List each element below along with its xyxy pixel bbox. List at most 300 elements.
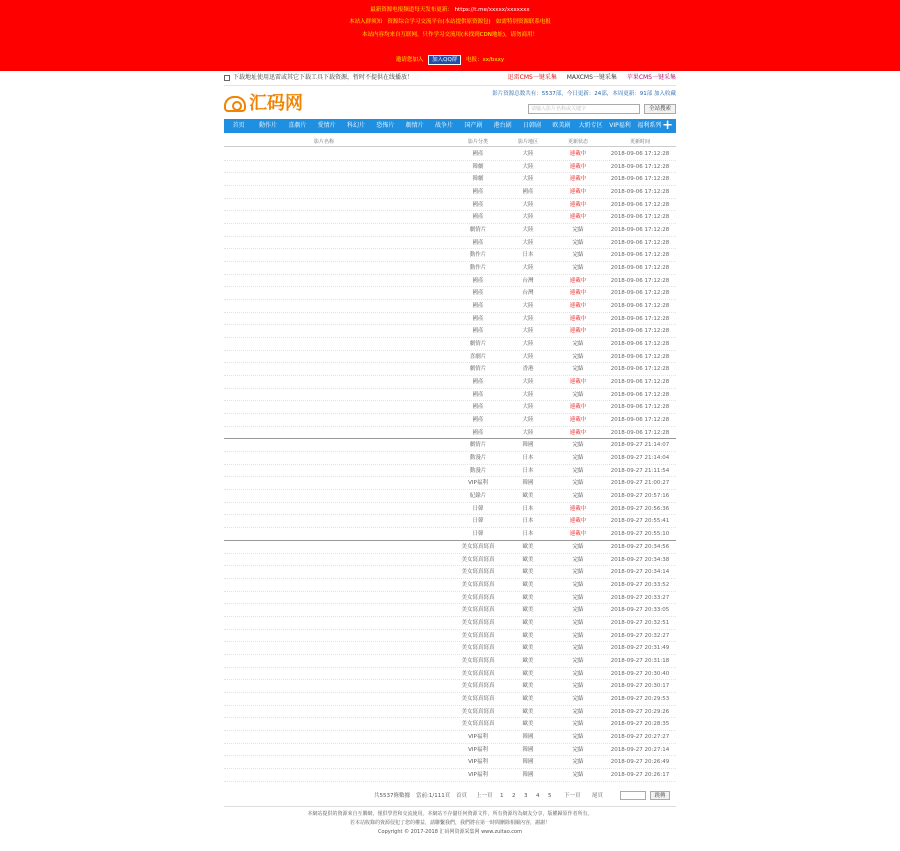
video-category[interactable]: 韓劇 — [472, 176, 484, 183]
video-category[interactable]: 喜劇片 — [469, 353, 487, 360]
video-status: 完結 — [572, 480, 584, 487]
video-status: 完結 — [572, 670, 584, 677]
video-status: 連載中 — [569, 429, 587, 436]
video-category[interactable]: 國產 — [472, 277, 484, 284]
video-category[interactable]: VIP福利 — [468, 733, 488, 740]
video-status: 連載中 — [569, 518, 587, 525]
video-update-time: 2018-09-27 20:34:14 — [610, 569, 670, 576]
video-category[interactable]: 美女寫真寫真 — [461, 543, 495, 550]
video-category[interactable]: 劇情片 — [469, 442, 487, 449]
video-region: 大陸 — [522, 379, 534, 386]
col-name-header: 影片名称 — [314, 139, 335, 145]
video-status: 完結 — [572, 353, 584, 360]
video-update-time: 2018-09-27 20:55:10 — [610, 531, 670, 538]
video-category[interactable]: 國產 — [472, 303, 484, 310]
video-status: 完結 — [572, 645, 584, 652]
video-category[interactable]: VIP福利 — [468, 746, 488, 753]
table-row[interactable] — [224, 756, 676, 769]
table-row[interactable] — [224, 515, 676, 528]
video-category[interactable]: 國產 — [472, 417, 484, 424]
video-update-time: 2018-09-06 17:12:28 — [610, 366, 670, 373]
video-category[interactable]: 日韓 — [472, 531, 484, 538]
video-update-time: 2018-09-27 20:31:49 — [610, 645, 670, 652]
nav-item[interactable]: 喜劇片 — [288, 122, 307, 129]
video-category[interactable]: 國產 — [472, 404, 484, 411]
table-row[interactable] — [224, 224, 676, 237]
video-status: 連載中 — [569, 163, 587, 170]
table-row[interactable] — [224, 186, 676, 199]
col-region-header: 影片地区 — [517, 139, 538, 145]
table-row[interactable] — [224, 617, 676, 630]
banner-line-4: 邀请您加入 加入QQ群 电报：xx/bxxy — [395, 57, 505, 63]
collect-link-2[interactable]: MAXCMS一键采集 — [566, 74, 617, 81]
video-status: 完結 — [572, 619, 584, 626]
video-status: 完結 — [572, 493, 584, 500]
nav-item[interactable]: 欧美剧 — [552, 122, 571, 129]
pager-page-2[interactable]: 2 — [512, 793, 516, 799]
video-region: 歐美 — [522, 632, 534, 639]
video-status: 完結 — [572, 442, 584, 449]
video-category[interactable]: 國產 — [472, 189, 484, 196]
bookmark-link[interactable]: 加入收藏 — [653, 91, 676, 97]
video-category[interactable]: 劇情片 — [469, 366, 487, 373]
nav-item[interactable]: 大奶专区 — [578, 122, 603, 129]
video-category[interactable]: VIP福利 — [468, 771, 488, 778]
video-status: 連載中 — [569, 531, 587, 538]
video-region: 國產 — [522, 189, 534, 196]
pager-total: 共5537條數據 — [374, 793, 410, 799]
video-category[interactable]: 美女寫真寫真 — [461, 619, 495, 626]
video-region: 日本 — [522, 467, 534, 474]
video-region: 韓國 — [522, 480, 534, 487]
video-update-time: 2018-09-27 20:27:27 — [610, 733, 670, 740]
video-status: 完結 — [572, 366, 584, 373]
video-update-time: 2018-09-06 17:12:28 — [610, 201, 670, 208]
table-row[interactable] — [224, 161, 676, 174]
video-status: 完結 — [572, 759, 584, 766]
video-category[interactable]: 美女寫真寫真 — [461, 708, 495, 715]
video-update-time: 2018-09-06 17:12:28 — [610, 379, 670, 386]
video-status: 完結 — [572, 746, 584, 753]
video-region: 日本 — [522, 531, 534, 538]
table-row[interactable] — [224, 630, 676, 643]
site-logo[interactable]: 汇码网 — [224, 92, 314, 116]
video-region: 大陸 — [522, 341, 534, 348]
video-region: 歐美 — [522, 619, 534, 626]
video-region: 香港 — [522, 366, 534, 373]
video-region: 大陸 — [522, 315, 534, 322]
video-category[interactable]: 國產 — [472, 379, 484, 386]
site-stats: 影片资源总数共有：5537部，今日更新：24部，本周更新：91部 加入收藏 — [492, 91, 676, 97]
pager-first[interactable]: 首頁 — [456, 793, 468, 799]
video-update-time: 2018-09-06 17:12:28 — [610, 417, 670, 424]
table-row[interactable] — [224, 300, 676, 313]
video-status: 完結 — [572, 227, 584, 234]
video-region: 大陸 — [522, 201, 534, 208]
video-region: 歐美 — [522, 708, 534, 715]
video-update-time: 2018-09-27 21:11:54 — [610, 467, 670, 474]
video-category[interactable]: 動漫片 — [469, 467, 487, 474]
video-region: 大陸 — [522, 353, 534, 360]
video-update-time: 2018-09-06 17:12:28 — [610, 227, 670, 234]
banner-line-1: 最新资源电报频道每天发布更新： https://t.me/xxxxx/xxxxxxx — [370, 7, 530, 13]
table-row[interactable] — [224, 744, 676, 757]
table-row[interactable] — [224, 439, 676, 452]
video-update-time: 2018-09-27 20:29:53 — [610, 695, 670, 702]
video-status: 完結 — [572, 733, 584, 740]
video-status: 連載中 — [569, 379, 587, 386]
video-region: 歐美 — [522, 594, 534, 601]
video-status: 連載中 — [569, 303, 587, 310]
table-row[interactable] — [224, 389, 676, 402]
table-row[interactable] — [224, 313, 676, 326]
video-region: 韓國 — [522, 733, 534, 740]
video-region: 歐美 — [522, 556, 534, 563]
table-row[interactable] — [224, 655, 676, 668]
video-status: 連載中 — [569, 290, 587, 297]
video-status: 連載中 — [569, 417, 587, 424]
nav-item[interactable]: 福利系列 — [637, 122, 662, 129]
notice-text: 下载地址使用迅雷或其它下载工具下载资源，暂时不提供在线播放！ — [233, 74, 414, 81]
table-row[interactable] — [224, 554, 676, 567]
video-status: 連載中 — [569, 315, 587, 322]
video-category[interactable]: 日韓 — [472, 518, 484, 525]
video-category[interactable]: 美女寫真寫真 — [461, 683, 495, 690]
video-category[interactable]: 國產 — [472, 201, 484, 208]
video-region: 日本 — [522, 455, 534, 462]
expand-plus-icon[interactable]: + — [662, 118, 673, 133]
video-update-time: 2018-09-06 17:12:28 — [610, 391, 670, 398]
video-region: 大陸 — [522, 214, 534, 221]
video-region: 歐美 — [522, 683, 534, 690]
video-update-time: 2018-09-27 20:31:18 — [610, 657, 670, 664]
table-row[interactable] — [224, 249, 676, 262]
video-update-time: 2018-09-27 20:32:51 — [610, 619, 670, 626]
video-status: 完結 — [572, 252, 584, 259]
collect-link-3[interactable]: 苹果CMS一键采集 — [626, 74, 676, 81]
video-status: 完結 — [572, 721, 584, 728]
table-row[interactable] — [224, 693, 676, 706]
video-category[interactable]: 美女寫真寫真 — [461, 645, 495, 652]
footer-copyright: Copyright © 2017-2018 汇码网资源采集网 www.zuitao.com — [378, 829, 522, 835]
video-update-time: 2018-09-06 17:12:28 — [610, 277, 670, 284]
video-update-time: 2018-09-27 20:33:52 — [610, 581, 670, 588]
table-row[interactable] — [224, 490, 676, 503]
table-row[interactable] — [224, 465, 676, 478]
video-update-time: 2018-09-06 17:12:28 — [610, 429, 670, 436]
video-region: 大陸 — [522, 151, 534, 157]
video-region: 歐美 — [522, 721, 534, 728]
video-category[interactable]: 美女寫真寫真 — [461, 657, 495, 664]
table-row[interactable] — [224, 769, 676, 782]
table-row[interactable] — [224, 427, 676, 440]
join-group-button[interactable]: 加入QQ群 — [428, 55, 461, 65]
nav-item[interactable]: 恐怖片 — [376, 122, 395, 129]
video-status: 完結 — [572, 556, 584, 563]
banner-line-3: 本站内容均来自互联网，只作学习交流用(未找到CDN地址)，请勿商用！ — [362, 32, 538, 38]
video-status: 完結 — [572, 391, 584, 398]
notice-bar — [224, 71, 676, 85]
video-region: 大陸 — [522, 417, 534, 424]
video-status: 連載中 — [569, 277, 587, 284]
video-status: 完結 — [572, 569, 584, 576]
video-region: 日本 — [522, 518, 534, 525]
video-category[interactable]: 美女寫真寫真 — [461, 607, 495, 614]
search-input[interactable]: 请输入影片名称或关键字 — [528, 104, 640, 114]
table-row[interactable] — [224, 199, 676, 212]
video-update-time: 2018-09-06 17:12:28 — [610, 290, 670, 297]
video-status: 完結 — [572, 455, 584, 462]
table-row[interactable] — [224, 363, 676, 376]
video-status: 完結 — [572, 467, 584, 474]
video-status: 連載中 — [569, 404, 587, 411]
video-update-time: 2018-09-27 21:14:07 — [610, 442, 670, 449]
table-row[interactable] — [224, 237, 676, 250]
cloud-logo-icon — [224, 96, 246, 112]
video-update-time: 2018-09-27 20:34:38 — [610, 556, 670, 563]
table-row[interactable] — [224, 477, 676, 490]
video-status: 完結 — [572, 771, 584, 778]
video-update-time: 2018-09-27 21:14:04 — [610, 455, 670, 462]
pagination — [224, 790, 676, 802]
page-go-button[interactable]: 跳轉 — [650, 791, 670, 800]
video-region: 大陸 — [522, 265, 534, 272]
video-status: 完結 — [572, 265, 584, 272]
video-status: 完結 — [572, 695, 584, 702]
video-update-time: 2018-09-06 17:12:28 — [610, 265, 670, 272]
nav-item[interactable]: 国产剧 — [464, 122, 483, 129]
table-header — [224, 137, 676, 147]
table-row[interactable] — [224, 351, 676, 364]
video-status: 連載中 — [569, 201, 587, 208]
video-update-time: 2018-09-06 17:12:28 — [610, 214, 670, 221]
table-row[interactable] — [224, 528, 676, 541]
footer — [0, 810, 900, 837]
video-category[interactable]: 國產 — [472, 214, 484, 221]
table-row[interactable] — [224, 376, 676, 389]
video-status: 完結 — [572, 683, 584, 690]
table-row[interactable] — [224, 287, 676, 300]
video-status: 完結 — [572, 607, 584, 614]
table-row[interactable] — [224, 452, 676, 465]
nav-item[interactable]: 劇情片 — [405, 122, 424, 129]
divider — [224, 85, 676, 86]
table-row[interactable] — [224, 275, 676, 288]
table-row[interactable] — [224, 642, 676, 655]
video-category[interactable]: 日韓 — [472, 505, 484, 512]
video-category[interactable]: 美女寫真寫真 — [461, 581, 495, 588]
video-category[interactable]: 動作片 — [469, 265, 487, 272]
table-row[interactable] — [224, 541, 676, 554]
video-status: 連載中 — [569, 151, 587, 157]
video-region: 日本 — [522, 252, 534, 259]
video-update-time: 2018-09-27 20:27:14 — [610, 746, 670, 753]
table-row[interactable] — [224, 566, 676, 579]
pager-last[interactable]: 尾頁 — [592, 793, 604, 799]
video-category[interactable]: 國產 — [472, 391, 484, 398]
video-category[interactable]: 美女寫真寫真 — [461, 670, 495, 677]
video-region: 歐美 — [522, 607, 534, 614]
video-category[interactable]: 美女寫真寫真 — [461, 594, 495, 601]
video-update-time: 2018-09-27 20:30:17 — [610, 683, 670, 690]
table-row[interactable] — [224, 718, 676, 731]
page-number-input[interactable] — [620, 791, 646, 800]
video-region: 歐美 — [522, 670, 534, 677]
nav-item[interactable]: 首页 — [232, 122, 245, 129]
speaker-icon — [224, 75, 230, 81]
table-row[interactable] — [224, 173, 676, 186]
table-row[interactable] — [224, 503, 676, 516]
video-status: 完結 — [572, 708, 584, 715]
nav-item[interactable]: 日韩剧 — [522, 122, 541, 129]
video-region: 大陸 — [522, 328, 534, 335]
video-region: 韓國 — [522, 771, 534, 778]
table-row[interactable] — [224, 604, 676, 617]
table-row[interactable] — [224, 592, 676, 605]
video-status: 完結 — [572, 239, 584, 246]
video-update-time: 2018-09-27 20:33:05 — [610, 607, 670, 614]
video-update-time: 2018-09-27 21:00:27 — [610, 480, 670, 487]
video-update-time: 2018-09-27 20:34:56 — [610, 543, 670, 550]
search-button[interactable]: 全站搜索 — [644, 104, 676, 114]
nav-item[interactable]: 科幻片 — [346, 122, 365, 129]
video-region: 韓國 — [522, 442, 534, 449]
divider — [224, 806, 676, 807]
nav-item[interactable]: 港台剧 — [493, 122, 512, 129]
video-category[interactable]: 美女寫真寫真 — [461, 632, 495, 639]
video-region: 歐美 — [522, 645, 534, 652]
pager-next[interactable]: 下一頁 — [564, 793, 581, 799]
banner-link[interactable]: https://t.me/xxxxx/xxxxxxx — [454, 7, 530, 13]
table-row[interactable] — [224, 731, 676, 744]
video-status: 完結 — [572, 581, 584, 588]
video-status: 完結 — [572, 657, 584, 664]
video-category[interactable]: 國產 — [472, 290, 484, 297]
video-status: 連載中 — [569, 214, 587, 221]
video-category[interactable]: 國產 — [472, 315, 484, 322]
top-red-banner — [0, 0, 900, 71]
table-row[interactable] — [224, 668, 676, 681]
video-status: 完結 — [572, 341, 584, 348]
pager-page-5[interactable]: 5 — [548, 793, 552, 799]
col-status-header: 更新状态 — [567, 139, 588, 145]
video-status: 完結 — [572, 632, 584, 639]
footer-line-1: 本網站提供的資源來自互聯網，僅供學習和交流使用。本網站不存儲任何資源文件，所有資源均為網友分享，版權歸原作者所有。 — [307, 811, 593, 817]
video-update-time: 2018-09-27 20:28:35 — [610, 721, 670, 728]
video-region: 大陸 — [522, 429, 534, 436]
collect-link-1[interactable]: 迅雷CMS一键采集 — [507, 74, 557, 81]
video-update-time: 2018-09-27 20:29:26 — [610, 708, 670, 715]
video-update-time: 2018-09-06 17:12:28 — [610, 176, 670, 183]
table-row[interactable] — [224, 325, 676, 338]
pager-current: 當前:1/111頁 — [416, 793, 451, 799]
video-region: 歐美 — [522, 581, 534, 588]
video-category[interactable]: 紀錄片 — [469, 493, 487, 500]
video-list — [224, 148, 676, 782]
video-region: 大陸 — [522, 163, 534, 170]
video-region: 歐美 — [522, 493, 534, 500]
table-row[interactable] — [224, 706, 676, 719]
nav-item[interactable]: 動作片 — [258, 122, 277, 129]
col-category-header: 影片分类 — [467, 139, 488, 145]
col-time-header: 更新时间 — [629, 139, 650, 145]
video-category[interactable]: 美女寫真寫真 — [461, 556, 495, 563]
pager-page-3[interactable]: 3 — [524, 793, 528, 799]
table-row[interactable] — [224, 414, 676, 427]
video-status: 完結 — [572, 543, 584, 550]
video-update-time: 2018-09-27 20:33:27 — [610, 594, 670, 601]
video-update-time: 2018-09-06 17:12:28 — [610, 404, 670, 411]
video-update-time: 2018-09-06 17:12:28 — [610, 341, 670, 348]
video-update-time: 2018-09-06 17:12:28 — [610, 328, 670, 335]
video-status: 連載中 — [569, 176, 587, 183]
table-row[interactable] — [224, 262, 676, 275]
table-row[interactable] — [224, 579, 676, 592]
table-row[interactable] — [224, 401, 676, 414]
video-category[interactable]: 國產 — [472, 328, 484, 335]
video-update-time: 2018-09-06 17:12:28 — [610, 189, 670, 196]
nav-item[interactable]: 愛情片 — [317, 122, 336, 129]
video-update-time: 2018-09-27 20:26:49 — [610, 759, 670, 766]
video-category[interactable]: VIP福利 — [468, 480, 488, 487]
video-category[interactable]: 美女寫真寫真 — [461, 695, 495, 702]
video-category[interactable]: 國產 — [472, 429, 484, 436]
table-row[interactable] — [224, 148, 676, 161]
video-update-time: 2018-09-27 20:57:16 — [610, 493, 670, 500]
nav-item[interactable]: VIP福利 — [609, 122, 631, 129]
nav-item[interactable]: 战争片 — [434, 122, 453, 129]
video-status: 連載中 — [569, 328, 587, 335]
video-category[interactable]: 國產 — [472, 151, 484, 157]
video-update-time: 2018-09-06 17:12:28 — [610, 239, 670, 246]
table-row[interactable] — [224, 680, 676, 693]
video-category[interactable]: 劇情片 — [469, 227, 487, 234]
video-region: 歐美 — [522, 695, 534, 702]
video-status: 完結 — [572, 594, 584, 601]
video-region: 台灣 — [522, 277, 534, 284]
pager-prev[interactable]: 上一頁 — [476, 793, 493, 799]
video-region: 歐美 — [522, 543, 534, 550]
video-category[interactable]: 動作片 — [469, 252, 487, 259]
video-update-time: 2018-09-27 20:30:40 — [610, 670, 670, 677]
video-update-time: 2018-09-06 17:12:28 — [610, 303, 670, 310]
video-update-time: 2018-09-06 17:12:28 — [610, 353, 670, 360]
video-region: 歐美 — [522, 657, 534, 664]
video-category[interactable]: 動漫片 — [469, 455, 487, 462]
footer-line-2: 若本站收錄的資源侵犯了您的權益，請聯繫我們，我們將在第一時間刪除相關內容，謝謝！ — [349, 820, 550, 826]
table-row[interactable] — [224, 211, 676, 224]
video-update-time: 2018-09-06 17:12:28 — [610, 315, 670, 322]
pager-page-1[interactable]: 1 — [500, 793, 504, 799]
video-category[interactable]: 美女寫真寫真 — [461, 569, 495, 576]
video-category[interactable]: 國產 — [472, 239, 484, 246]
table-row[interactable] — [224, 338, 676, 351]
video-region: 日本 — [522, 505, 534, 512]
video-update-time: 2018-09-06 17:12:28 — [610, 151, 670, 157]
video-category[interactable]: 韓劇 — [472, 163, 484, 170]
video-category[interactable]: 美女寫真寫真 — [461, 721, 495, 728]
banner-line-2: 本站入群须知 资源综合学习交流平台(本站提供原资源包) 如需特别资源联系电报 — [349, 19, 551, 25]
video-region: 大陸 — [522, 239, 534, 246]
video-update-time: 2018-09-27 20:56:36 — [610, 505, 670, 512]
video-region: 大陸 — [522, 303, 534, 310]
video-category[interactable]: VIP福利 — [468, 759, 488, 766]
video-region: 歐美 — [522, 569, 534, 576]
video-region: 大陸 — [522, 227, 534, 234]
video-category[interactable]: 劇情片 — [469, 341, 487, 348]
video-region: 大陸 — [522, 391, 534, 398]
pager-page-4[interactable]: 4 — [536, 793, 540, 799]
